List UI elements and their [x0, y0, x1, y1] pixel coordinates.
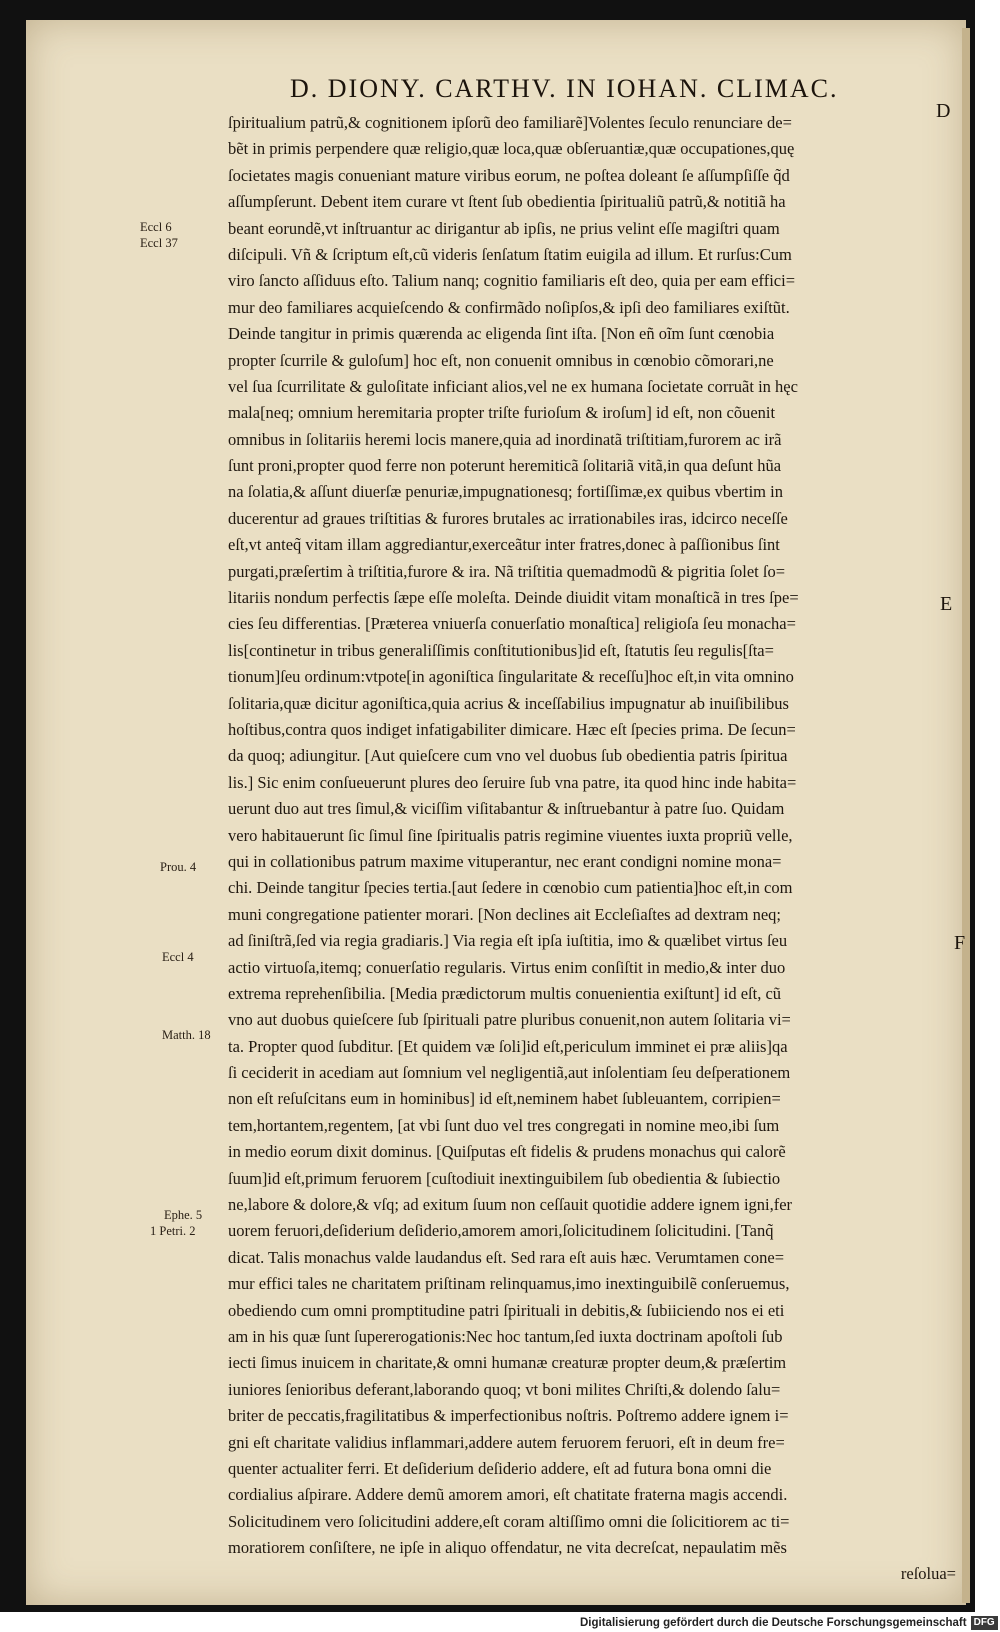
- text-line: mur effici tales ne charitatem priſtinam relinquamus,imo inextinguibilẽ conſeruemus,: [228, 1274, 790, 1294]
- marginal-reference: Prou. 4: [160, 860, 197, 874]
- text-line: reſolua=: [900, 1564, 956, 1584]
- page-edge: [962, 28, 970, 1603]
- text-line: muni congregatione patienter morari. [Non declines ait Eccleſiaſtes ad dextram neq;: [228, 904, 781, 924]
- marginal-reference: Eccl 6: [140, 220, 172, 234]
- text-line: litariis nondum perfectis ſæpe eſſe moleſta. Deinde diuidit vitam monaſticã in tres ſpe=: [228, 588, 799, 608]
- text-line: qui in collationibus patrum maxime vituperantur, nec erant condigni nomine mona=: [228, 851, 782, 871]
- text-line: moratiorem conſiſtere, ne ipſe in aliquo offendatur, ne vita decreſcat, nepaulatim mẽs: [228, 1538, 787, 1558]
- marginal-reference: Ephe. 5: [164, 1208, 203, 1222]
- text-line: mur deo familiares acquieſcendo & confirmãdo noſipſos,& ipſi deo familiares exiſtũt.: [228, 297, 790, 317]
- text-line: actio virtuoſa,itemq; conuerſatio regularis. Virtus enim conſiſtit in medio,& inter duo: [228, 957, 786, 977]
- text-line: uerunt duo aut tres ſimul,& viciſſim viſitabantur & inſtruebantur à patre ſuo. Quidam: [228, 799, 785, 819]
- text-line: obediendo cum omni promptitudine patri ſpirituali in debitis,& ſubiiciendo nos ei eti: [228, 1300, 785, 1320]
- marginal-reference: Eccl 4: [162, 950, 194, 964]
- text-line: eſt,vt anteq̃ vitam illam aggrediantur,exerceãtur inter fratres,donec à paſſionibus ſint: [228, 535, 780, 555]
- text-line: uorem feruori,deſiderium deſiderio,amorem amori,ſolicitudinem ſolicitudini. [Tanq̃: [228, 1221, 774, 1241]
- text-line: chi. Deinde tangitur ſpecies tertia.[aut ſedere in cœnobio cum patientia]hoc eſt,in com: [228, 878, 793, 898]
- text-line: viro ſancto aſſiduus eſto. Talium nanq; cognitio familiaris eſt deo, quia per eam effici=: [228, 271, 796, 291]
- text-line: na ſolatia,& aſſunt diuerſæ penuriæ,impugnationesq; fortiſſimæ,ex quibus vbertim in: [228, 482, 783, 502]
- text-line: cordialius aſpirare. Addere demũ amorem amori, eſt chatitate fraterna magis accendi.: [228, 1485, 788, 1505]
- text-line: iecti ſimus inuicem in charitate,& omni humanæ creaturæ propter deum,& præſertim: [228, 1353, 787, 1373]
- text-line: mala[neq; omnium heremitaria propter triſte furioſum & iroſum] id eſt, non cõuenit: [228, 403, 776, 423]
- text-line: tionum]ſeu ordinum:vtpote[in agoniſtica ſingularitate & receſſu]hoc eſt,in vita omnino: [228, 667, 794, 687]
- text-line: iuniores ſenioribus deferant,laborando quoq; vt boni milites Chriſti,& dolendo ſalu=: [228, 1379, 781, 1399]
- text-line: quenter actualiter ferri. Et deſiderium deſiderio addere, eſt ad futura bona omni die: [228, 1458, 772, 1478]
- main-text: [228, 110, 956, 1588]
- text-line: diſcipuli. Vñ & ſcriptum eſt,cũ videris ſenſatum ſtatim euigila ad illum. Et rurſus:Cum: [228, 244, 792, 264]
- text-line: dicat. Talis monachus valde laudandus eſt. Sed rara eſt auis hæc. Verumtamen cone=: [228, 1247, 785, 1267]
- text-line: aſſumpſerunt. Debent item curare vt ſtent ſub obedientia ſpiritualiũ patrũ,& notitiã ha: [228, 192, 786, 212]
- text-line: bẽt in primis perpendere quæ religio,quæ loca,quæ obſeruantiæ,quæ occupationes,quę: [228, 139, 795, 159]
- text-line: tem,hortantem,regentem, [at vbi ſunt duo vel tres congregati in nomine meo,ibi ſum: [228, 1115, 780, 1135]
- text-line: ducerentur ad graues triſtitias & furores brutales ac irrationabiles iras, idcirco neceſſe: [228, 508, 788, 528]
- text-line: vero habitauerunt ſic ſimul ſine ſpiritualis patris regimine viuentes iuxta propriũ velle,: [228, 825, 793, 845]
- text-line: ſunt proni,propter quod ferre non poterunt heremiticã ſolitariã vitã,in qua deſunt hũa: [228, 456, 782, 476]
- text-line: vel ſua ſcurrilitate & guloſitate inficiant alios,vel ne ex humana ſocietate corruãt in hęc: [228, 376, 798, 396]
- marginal-reference: Eccl 37: [140, 236, 178, 250]
- text-line: purgati,præſertim à triſtitia,furore & ira. Nã triſtitia quemadmodũ & pigritia ſolet ſo=: [228, 561, 786, 581]
- text-line: briter de peccatis,fragilitatibus & imperfectionibus noſtris. Poſtremo addere ignem i=: [228, 1406, 789, 1426]
- text-line: ta. Propter quod ſubditur. [Et quidem væ ſoli]id eſt,periculum imminet ei præ aliis]qa: [228, 1036, 788, 1056]
- marginal-reference: 1 Petri. 2: [150, 1224, 196, 1238]
- text-line: ſi ceciderit in acediam aut ſomnium vel negligentiã,aut inſolentiam ſeu deſperationem: [228, 1063, 791, 1083]
- text-line: vno aut duobus quieſcere ſub ſpirituali patre pluribus conuenit,non autem ſolitaria vi=: [228, 1010, 791, 1030]
- marginal-reference: Matth. 18: [162, 1028, 211, 1042]
- text-line: lis.] Sic enim conſueuerunt plures deo ſeruire ſub vna patre, ita quod hinc inde habita=: [228, 772, 797, 792]
- text-line: ad ſiniſtrã,ſed via regia gradiaris.] Via regia eſt ipſa iuſtitia, imo & quælibet virtus ſeu: [228, 931, 788, 951]
- text-line: beant eorundẽ,vt inſtruantur ac dirigantur ab ipſis, ne prius velint eſſe magiſtri quam: [228, 218, 780, 238]
- section-letter: D: [936, 100, 951, 122]
- text-line: Solicitudinem vero ſolicitudini addere,eſt coram altiſſimo omni die ſolicitiorem ac ti=: [228, 1511, 790, 1531]
- text-line: hoſtibus,contra quos indiget infatigabiliter dimicare. Hæc eſt ſpecies prima. De ſecun=: [228, 719, 796, 739]
- text-line: ſocietates magis conueniant mature viribus eorum, ne poſtea doleant ſe aſſumpſiſſe q̃d: [228, 165, 790, 185]
- text-line: am in his quæ ſunt ſupererogationis:Nec hoc tantum,ſed iuxta doctrinam apoſtoli ſub: [228, 1326, 783, 1346]
- text-line: da quoq; adiungitur. [Aut quieſcere cum vno vel duobus ſub obedientia patris ſpiritua: [228, 746, 788, 766]
- text-line: omnibus in ſolitariis heremi locis manere,quia ad inordinatã triſtitiam,furorem ac irã: [228, 429, 782, 449]
- text-line: ſpiritualium patrũ,& cognitionem ipſorũ deo familiarẽ]Volentes ſeculo renunciare de=: [228, 113, 792, 132]
- dfg-logo: DFG: [971, 1616, 998, 1630]
- text-line: gni eſt charitate validius inflammari,addere autem feruorem feruori, eſt in deum fre=: [228, 1432, 785, 1452]
- text-line: extrema reprehenſibilia. [Media prædictorum multis conuenientia exiſtunt] id eſt, cũ: [228, 983, 782, 1003]
- text-line: propter ſcurrile & guloſum] hoc eſt, non conuenit omnibus in cœnobio cõmorari,ne: [228, 350, 774, 370]
- text-line: cies ſeu differentias. [Præterea vniuerſa conuerſatio monaſtica] religioſa ſeu monacha=: [228, 614, 796, 634]
- text-line: ſuum]id eſt,primum feruorem [cuſtodiuit inextinguibilem ſub obedientia & ſubiectio: [228, 1168, 781, 1188]
- credit-text: Digitalisierung gefördert durch die Deutsche Forschungsgemeinschaft: [580, 1617, 967, 1629]
- running-title: D. DIONY. CARTHV. IN IOHAN. CLIMAC.: [290, 74, 839, 103]
- section-letter: E: [940, 593, 953, 615]
- text-line: ſolitaria,quæ dicitur agoniſtica,quia acrius & inceſſabilius impugnatur ab inuiſibilibus: [228, 693, 789, 713]
- text-line: ne,labore & dolore,& vſq; ad exitum ſuum non ceſſauit quotidie addere ignem igni,fer: [228, 1195, 793, 1215]
- text-line: in medio eorum dixit dominus. [Quiſputas eſt fidelis & prudens monachus qui calorẽ: [228, 1142, 786, 1162]
- text-line: Deinde tangitur in primis quærenda ac eligenda ſint iſta. [Non eñ oĩm ſunt cœnobia: [228, 324, 775, 344]
- section-letter: F: [954, 932, 966, 954]
- text-line: non eſt reſuſcitans eum in hominibus] id eſt,neminem habet ſubleuantem, corripien=: [228, 1089, 781, 1109]
- text-line: lis[continetur in tribus generaliſſimis conſtitutionibus]id eſt, ſtatutis ſeu regulis[ſta=: [228, 640, 774, 660]
- digitization-credit: [580, 1614, 998, 1632]
